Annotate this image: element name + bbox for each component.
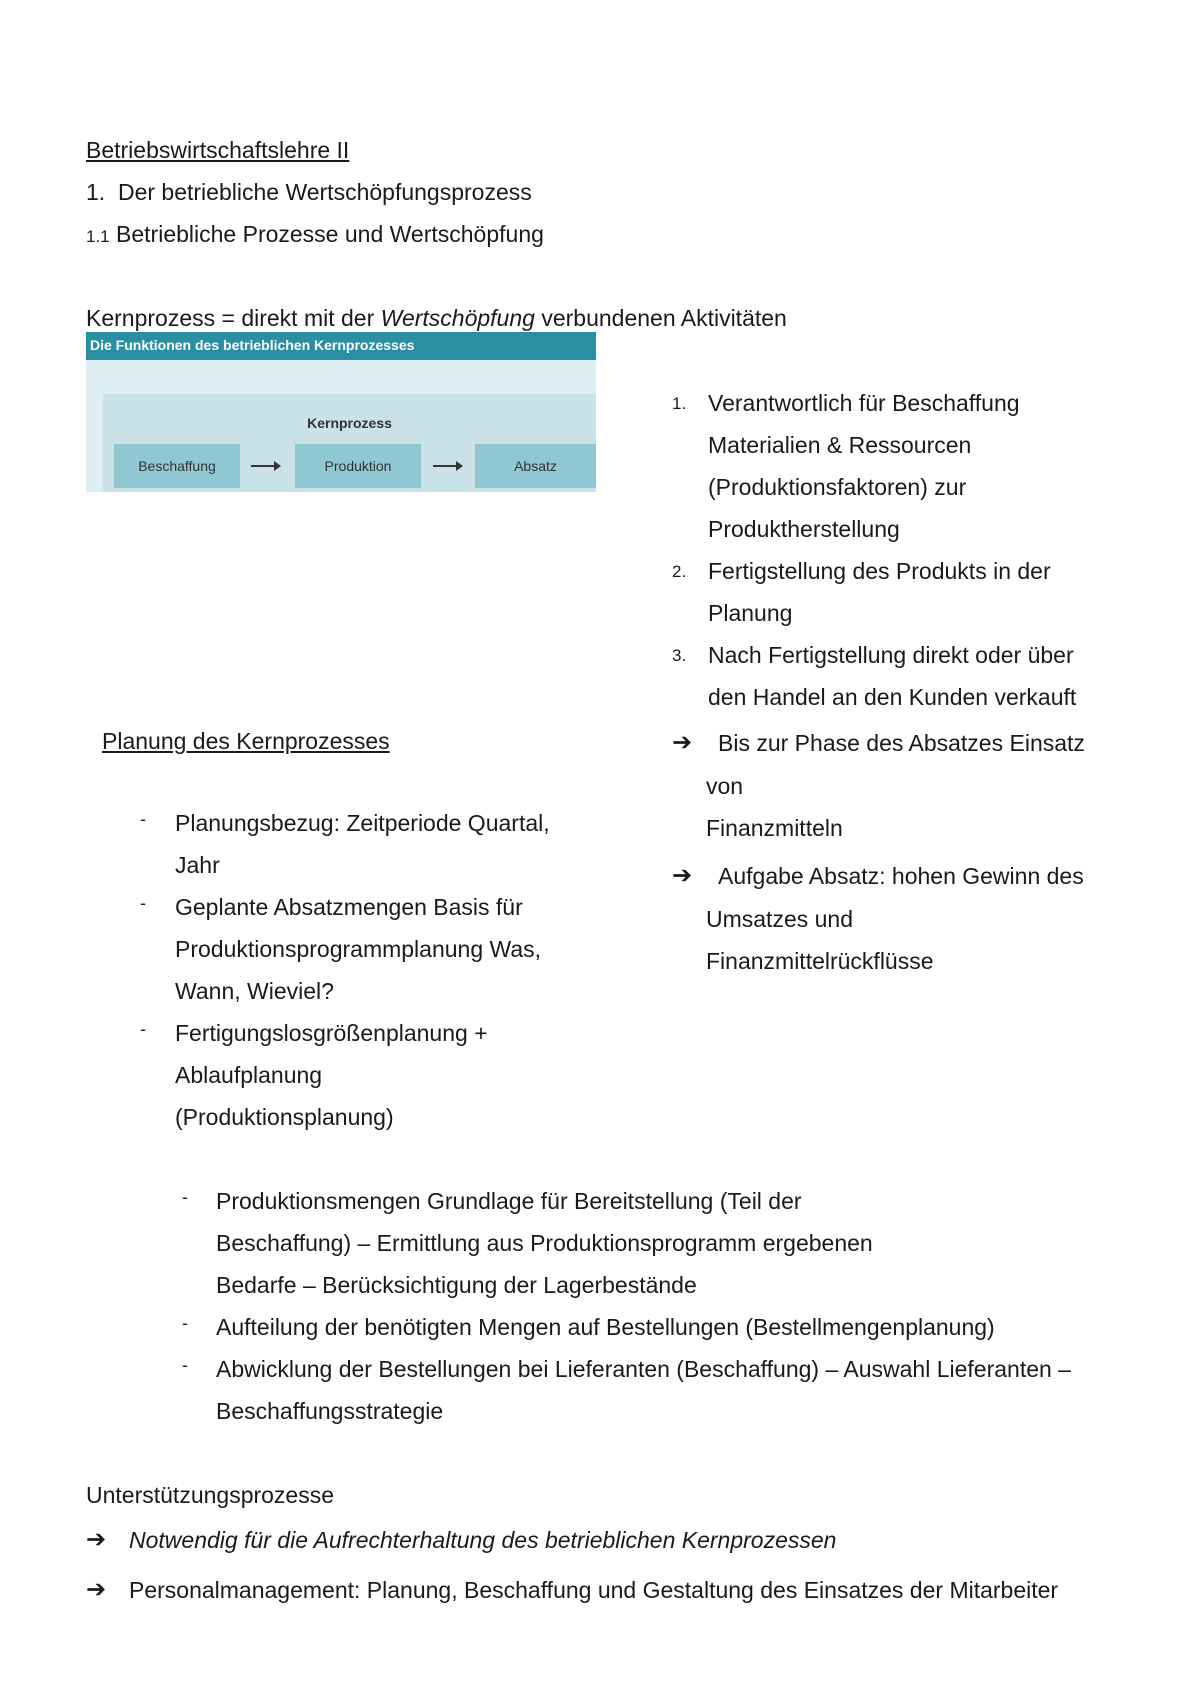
chapter-heading (86, 178, 532, 206)
bullet-line: Jahr (175, 852, 220, 878)
bullet-line: Fertigungslosgrößenplanung + (175, 1020, 488, 1046)
list-item-line: Nach Fertigstellung direkt oder über (708, 642, 1074, 668)
bullet-line: Produktionsprogrammplanung Was, (175, 936, 542, 962)
diagram-header (86, 332, 596, 360)
list-item-line: Fertigstellung des Produkts in der (708, 558, 1051, 584)
bullet-line: Bedarfe – Berücksichtigung der Lagerbestände (216, 1272, 697, 1298)
bullet-dash: - (140, 809, 146, 829)
section-number: 1.1 (86, 227, 110, 246)
chapter-title: Der betriebliche Wertschöpfungsprozess (117, 179, 532, 205)
bullet-line: Produktionsmengen Grundlage für Bereitstellung (Teil der (216, 1188, 802, 1214)
bullet-line: Abwicklung der Bestellungen bei Lieferanten (Beschaffung) – Auswahl Lieferanten – (216, 1356, 1071, 1382)
right-arrow-icon: ➔ (672, 729, 693, 756)
definition-prefix: Kernprozess = direkt mit der (86, 305, 381, 331)
arrow-item-line: Umsatzes und (706, 906, 854, 932)
arrow-item-line: Bis zur Phase des Absatzes Einsatz (718, 730, 1085, 756)
bullet-line: Beschaffung) – Ermittlung aus Produktionsprogramm ergebenen (216, 1230, 873, 1256)
list-item-line: Planung (708, 600, 793, 626)
arrow-item-line: Finanzmittelrückflüsse (706, 948, 934, 974)
list-item-line: Produktherstellung (708, 516, 900, 542)
bullet-line: Beschaffungsstrategie (216, 1398, 444, 1424)
bullet-line: Geplante Absatzmengen Basis für (175, 894, 523, 920)
section-title: Betriebliche Prozesse und Wertschöpfung (116, 221, 544, 247)
support-title: Unterstützungsprozesse (86, 1482, 335, 1508)
diagram-arrow (251, 465, 279, 467)
definition-emphasis: Wertschöpfung (380, 305, 535, 331)
bullet-line: Planungsbezug: Zeitperiode Quartal, (175, 810, 550, 836)
arrow-item-line: Finanzmitteln (706, 815, 843, 841)
kernprozess-diagram (86, 332, 596, 492)
bullet-dash: - (140, 1019, 146, 1039)
planning-title: Planung des Kernprozesses (102, 728, 390, 754)
bullet-dash: - (182, 1187, 188, 1207)
diagram-box-produktion: Produktion (295, 444, 421, 488)
chapter-number: 1. (86, 179, 106, 205)
bullet-line: Aufteilung der benötigten Mengen auf Bestellungen (Bestellmengenplanung) (216, 1314, 995, 1340)
bullet-line: (Produktionsplanung) (175, 1104, 394, 1130)
list-item-line: (Produktionsfaktoren) zur (708, 474, 967, 500)
list-number: 1. (672, 394, 687, 413)
list-number: 3. (672, 646, 687, 665)
diagram-title: Die Funktionen des betrieblichen Kernprozesses (90, 337, 415, 353)
bullet-line: Ablaufplanung (175, 1062, 323, 1088)
support-arrow-item: Personalmanagement: Planung, Beschaffung und Gestaltung des Einsatzes der Mitarbeiter (129, 1577, 1059, 1603)
diagram-arrow (433, 465, 461, 467)
arrow-item-line: Aufgabe Absatz: hohen Gewinn des (718, 863, 1084, 889)
right-arrow-icon: ➔ (672, 862, 693, 889)
list-item-line: Materialien & Ressourcen (708, 432, 972, 458)
kernprozess-definition (86, 304, 787, 332)
list-number: 2. (672, 562, 687, 581)
diagram-inner-panel (103, 394, 596, 492)
course-title: Betriebswirtschaftslehre II (86, 137, 350, 163)
list-item-line: Verantwortlich für Beschaffung (708, 390, 1020, 416)
bullet-dash: - (182, 1355, 188, 1375)
right-arrow-icon: ➔ (86, 1526, 107, 1553)
arrow-item-line: von (706, 773, 744, 799)
diagram-label: Kernprozess (307, 415, 392, 431)
definition-suffix: verbundenen Aktivitäten (534, 305, 787, 331)
bullet-dash: - (182, 1313, 188, 1333)
bullet-line: Wann, Wieviel? (175, 978, 334, 1004)
right-arrow-icon: ➔ (86, 1576, 107, 1603)
bullet-dash: - (140, 893, 146, 913)
diagram-box-beschaffung: Beschaffung (114, 444, 240, 488)
section-heading (86, 220, 544, 251)
list-item-line: den Handel an den Kunden verkauft (708, 684, 1077, 710)
support-arrow-item: Notwendig für die Aufrechterhaltung des betrieblichen Kernprozessen (129, 1527, 837, 1553)
diagram-box-absatz: Absatz (475, 444, 596, 488)
